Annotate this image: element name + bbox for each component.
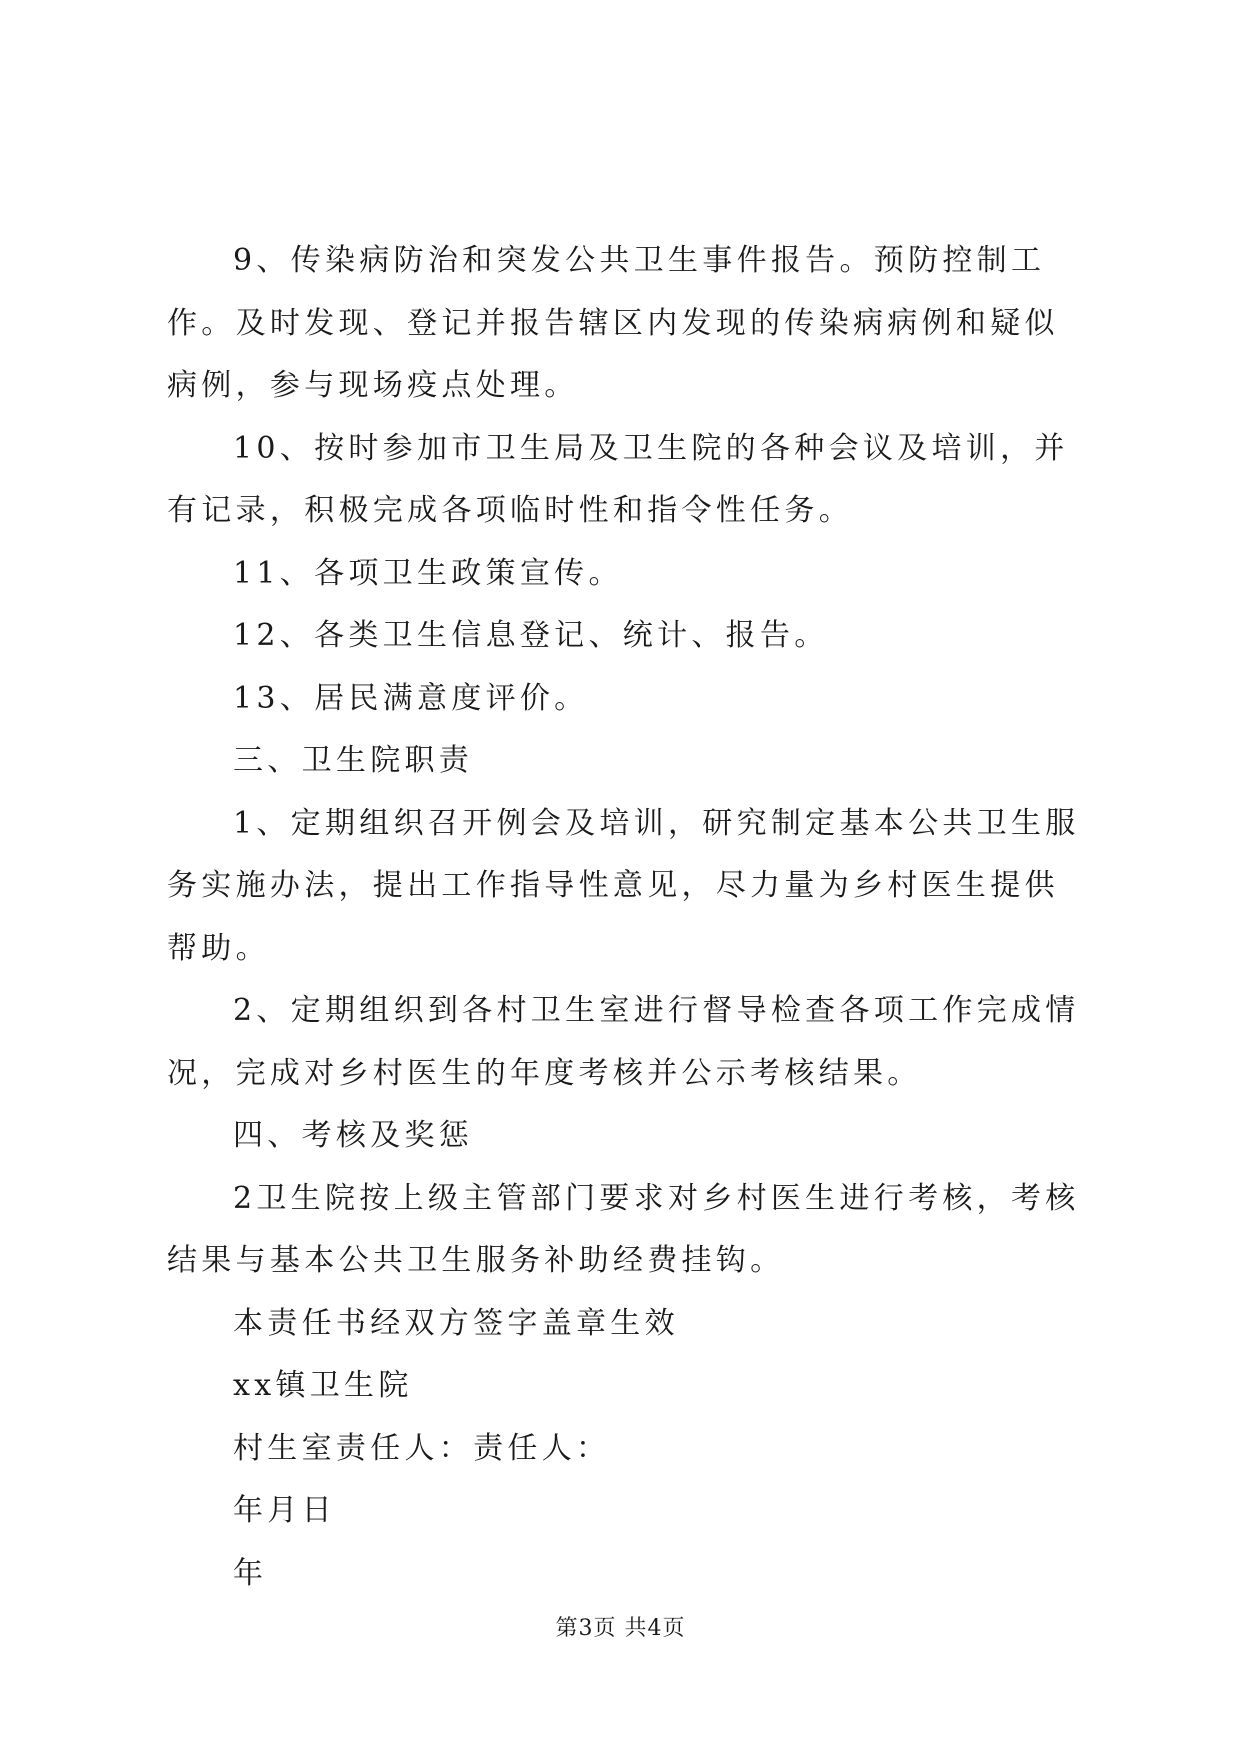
closing-year-line: 年: [233, 1555, 268, 1591]
section-heading-assessment: 四、考核及奖惩: [233, 1118, 474, 1153]
paragraph-item-13: 13、居民满意度评价。: [233, 680, 589, 716]
closing-clinic-name: xx镇卫生院: [233, 1368, 413, 1403]
closing-date-line: 年月日: [233, 1493, 336, 1528]
paragraph-clinic-duty-1: 1、定期组织召开例会及培训，研究制定基本公共卫生服务实施办法，提出工作指导性意见，尽力量为乡村医生提供帮助。: [167, 805, 1080, 966]
page-number-footer: 第3页 共4页: [555, 1616, 686, 1641]
paragraph-clinic-duty-2: 2、定期组织到各村卫生室进行督导检查各项工作完成情况，完成对乡村医生的年度考核并公示考核结果。: [167, 993, 1080, 1091]
document-body: [167, 230, 1087, 1605]
section-heading-clinic-duties: 三、卫生院职责: [233, 743, 474, 778]
closing-effective-statement: 本责任书经双方签字盖章生效: [233, 1305, 679, 1341]
paragraph-item-11: 11、各项卫生政策宣传。: [233, 555, 623, 591]
paragraph-item-10: 10、按时参加市卫生局及卫生院的各种会议及培训，并有记录，积极完成各项临时性和指令性任务。: [167, 430, 1069, 528]
paragraph-assessment: 2卫生院按上级主管部门要求对乡村医生进行考核，考核结果与基本公共卫生服务补助经费挂钩。: [167, 1180, 1080, 1278]
paragraph-item-12: 12、各类卫生信息登记、统计、报告。: [233, 618, 829, 653]
paragraph-item-9: 9、传染病防治和突发公共卫生事件报告。预防控制工作。及时发现、登记并报告辖区内发现的传染病病例和疑似病例，参与现场疫点处理。: [167, 243, 1059, 403]
closing-signatories: 村生室责任人：责任人：: [233, 1430, 611, 1466]
